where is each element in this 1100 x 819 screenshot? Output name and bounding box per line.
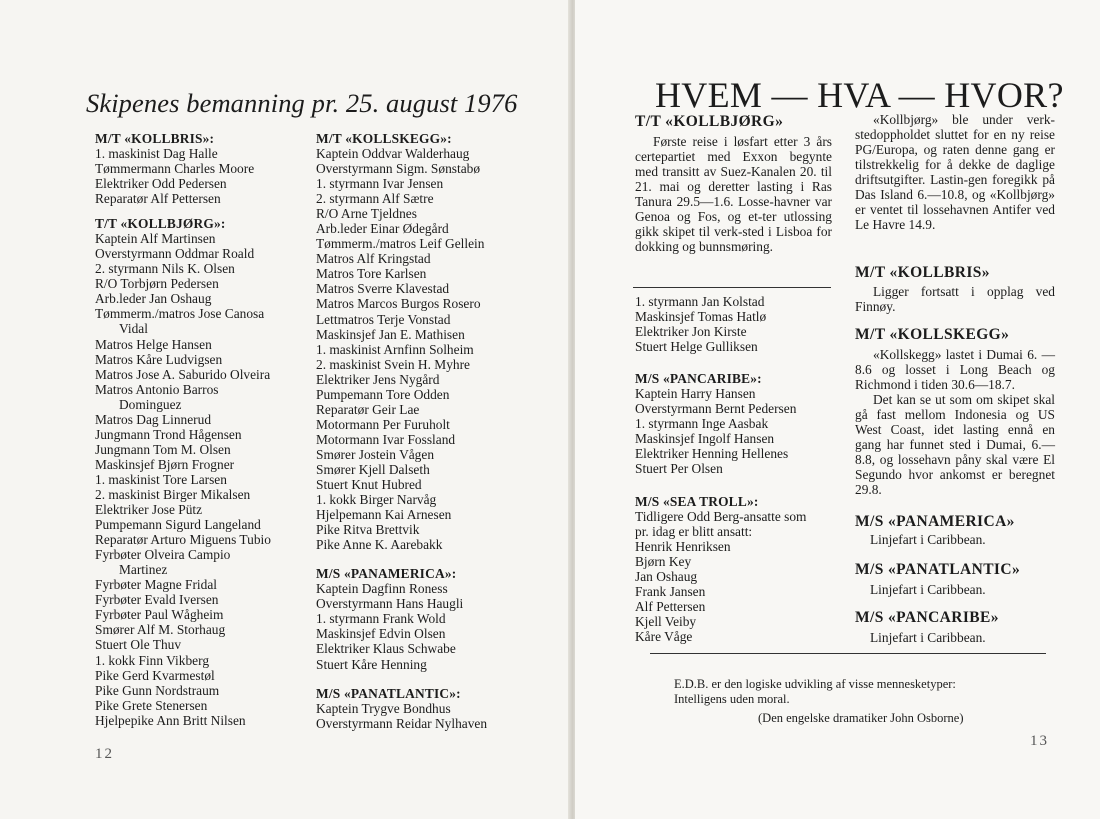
crew-entry: Maskinsjef Ingolf Hansen: [635, 431, 775, 447]
crew-entry: Tømmerm./matros Jose Canosa: [95, 306, 265, 322]
panatlantic-text: Linjefart i Caribbean.: [870, 582, 986, 597]
crew-entry: 1. maskinist Arnfinn Solheim: [316, 341, 474, 357]
crew-entry: Stuert Helge Gulliksen: [635, 339, 758, 355]
crew-entry: 2. maskinist Birger Mikalsen: [95, 486, 251, 502]
crew-entry: Overstyrmann Reidar Nylhaven: [316, 715, 488, 731]
crew-entry: R/O Torbjørn Pedersen: [95, 276, 219, 292]
crew-entry: 1. kokk Birger Narvåg: [316, 492, 437, 508]
crew-entry: Motormann Per Furuholt: [316, 416, 450, 432]
crew-entry: 1. styrmann Ivar Jensen: [316, 176, 444, 192]
crew-entry: Henrik Henriksen: [635, 539, 731, 555]
crew-entry: Fyrbøter Magne Fridal: [95, 577, 217, 593]
pancaribe-status-heading: M/S «PANCARIBE»: [855, 609, 999, 626]
crew-entry: Arb.leder Jan Oshaug: [95, 291, 212, 307]
kollbris-text: Ligger fortsatt i opplag ved Finnøy.: [855, 284, 1055, 315]
crew-entry: Pike Gerd Kvarmestøl: [95, 667, 215, 683]
crew-entry: Elektriker Jon Kirste: [635, 324, 747, 340]
crew-entry: Matros Helge Hansen: [95, 336, 212, 352]
crew-entry: 1. kokk Finn Vikberg: [95, 652, 210, 668]
crew-entry: Overstyrmann Sigm. Sønstabø: [316, 161, 481, 177]
crew-entry: Hjelpemann Kai Arnesen: [316, 507, 452, 523]
crew-entry: Kaptein Alf Martinsen: [95, 231, 216, 247]
crew-entry: Fyrbøter Paul Wågheim: [95, 607, 224, 623]
crew-entry: Kaptein Oddvar Walderhaug: [316, 146, 470, 161]
crew-entry: Matros Tore Karlsen: [316, 266, 427, 282]
ship-heading: M/T «KOLLBRIS»:: [95, 131, 215, 146]
crew-entry: Maskinsjef Jan E. Mathisen: [316, 326, 465, 342]
page-number: 13: [1030, 733, 1049, 749]
panatlantic-heading: M/S «PANATLANTIC»: [855, 561, 1021, 578]
ship-heading: M/T «KOLLSKEGG»:: [316, 131, 452, 146]
crew-entry: Smører Alf M. Storhaug: [95, 622, 226, 638]
crew-entry: 2. maskinist Svein H. Myhre: [316, 356, 470, 372]
crew-entry: Smører Jostein Vågen: [316, 446, 435, 462]
crew-entry: Jungmann Trond Hågensen: [95, 426, 242, 442]
kollbjorg-heading: T/T «KOLLBJØRG»: [635, 113, 784, 130]
crew-entry: Bjørn Key: [635, 554, 692, 570]
crew-entry: Pumpemann Tore Odden: [316, 386, 450, 402]
crew-list-column-1: [95, 131, 305, 728]
crew-entry: Smører Kjell Dalseth: [316, 461, 430, 477]
crew-entry: Pike Ritva Brettvik: [316, 522, 420, 538]
spacer: [316, 672, 531, 686]
crew-entry: Kaptein Dagfinn Roness: [316, 581, 448, 597]
crew-entry: Kåre Våge: [635, 629, 693, 645]
crew-entry: Tidligere Odd Berg-ansatte som: [635, 509, 807, 524]
crew-entry: Overstyrmann Bernt Pedersen: [635, 401, 797, 417]
spacer: [95, 206, 305, 216]
pancaribe-crew-list: [635, 386, 835, 476]
crew-entry: Vidal: [119, 321, 148, 337]
ship-heading: T/T «KOLLBJØRG»:: [95, 216, 226, 232]
crew-entry: Tømmerm./matros Leif Gellein: [316, 236, 485, 252]
crew-entry: Martinez: [119, 562, 168, 578]
crew-entry: Hjelpepike Ann Britt Nilsen: [95, 712, 246, 728]
crew-entry: Reparatør Geir Lae: [316, 401, 420, 417]
kollbjorg-paragraph-continued: [855, 112, 1055, 232]
crew-entry: Jungmann Tom M. Olsen: [95, 441, 231, 457]
quote-attribution: (Den engelske dramatiker John Osborne): [758, 711, 964, 725]
crew-entry: 2. styrmann Nils K. Olsen: [95, 261, 235, 277]
seatroll-heading: M/S «SEA TROLL»:: [635, 494, 759, 509]
crew-entry: Arb.leder Einar Ødegård: [316, 221, 449, 237]
crew-entry: Kaptein Trygve Bondhus: [316, 700, 451, 716]
crew-entry: 1. styrmann Inge Aasbak: [635, 416, 769, 432]
quote-line-1: E.D.B. er den logiske udvikling af visse mennesketyper:: [674, 677, 956, 691]
crew-entry: Matros Jose A. Saburido Olveira: [95, 366, 271, 382]
crew-entry: Elektriker Klaus Schwabe: [316, 641, 456, 657]
kollbjorg-text: Første reise i løsfart etter 3 års certepartiet med Exxon begynte med transitt av Suez-Kanalen 20. til 21. mai og deretter lasting i Ras Tanura 29.5—1.6. Losse-havner var Genoa og Fos, og et-ter utlossing gikk skipet til verk-sted i Lisboa for dokking og bunnsmøring.: [635, 134, 832, 255]
crew-entry: Matros Marcos Burgos Rosero: [316, 296, 481, 312]
crew-entry: Stuert Knut Hubred: [316, 477, 422, 493]
crew-entry: Reparatør Alf Pettersen: [95, 191, 221, 207]
crew-entry: Alf Pettersen: [635, 599, 706, 615]
crew-entry: Fyrbøter Evald Iversen: [95, 592, 219, 608]
crew-entry: Fyrbøter Olveira Campio: [95, 547, 231, 563]
crew-entry: Frank Jansen: [635, 584, 706, 600]
right-page: [575, 0, 1100, 819]
page-number: 12: [95, 746, 114, 762]
panamerica-text: Linjefart i Caribbean.: [870, 532, 986, 547]
page-title: HVEM — HVA — HVOR?: [655, 75, 1064, 115]
crew-entry: Matros Antonio Barros: [95, 381, 219, 397]
crew-entry: Elektriker Jens Nygård: [316, 371, 440, 387]
kollskegg-text: «Kollskegg» lastet i Dumai 6. —8.6 og losset i Long Beach og Richmond i tiden 30.6—18.7.: [855, 347, 1055, 393]
crew-entry: Elektriker Odd Pedersen: [95, 176, 227, 192]
crew-entry: Stuert Ole Thuv: [95, 637, 182, 653]
crew-entry: Elektriker Henning Hellenes: [635, 446, 789, 462]
crew-entry: Elektriker Jose Pütz: [95, 502, 203, 518]
crew-entry: Stuert Kåre Henning: [316, 656, 427, 672]
crew-entry: Stuert Per Olsen: [635, 461, 723, 477]
spacer: [316, 552, 531, 566]
crew-entry: Matros Dag Linnerud: [95, 411, 212, 427]
crew-entry: 2. styrmann Alf Sætre: [316, 191, 434, 207]
quote-line-2: Intelligens uden moral.: [674, 692, 790, 706]
crew-list-column-2: [316, 131, 531, 731]
seatroll-crew-list: [635, 509, 850, 644]
crew-entry: Reparatør Arturo Miguens Tubio: [95, 532, 271, 548]
ship-heading: M/S «PANAMERICA»:: [316, 566, 457, 582]
pancaribe-status-text: Linjefart i Caribbean.: [870, 630, 986, 645]
crew-entry: Matros Alf Kringstad: [316, 251, 431, 267]
ship-heading: M/S «PANATLANTIC»:: [316, 685, 461, 701]
crew-entry: Overstyrmann Hans Haugli: [316, 596, 464, 612]
crew-entry: Pike Gunn Nordstraum: [95, 682, 220, 698]
crew-entry: Matros Sverre Klavestad: [316, 281, 450, 297]
panamerica-heading: M/S «PANAMERICA»: [855, 513, 1015, 530]
crew-entry: Pike Grete Stenersen: [95, 697, 208, 713]
crew-entry: Maskinsjef Edvin Olsen: [316, 626, 446, 642]
crew-entry: Maskinsjef Bjørn Frogner: [95, 456, 235, 472]
kollskegg-paragraph: [855, 347, 1055, 497]
crew-entry: Pike Anne K. Aarebakk: [316, 537, 443, 553]
crew-entry: Jan Oshaug: [635, 569, 698, 585]
kollbjorg-paragraph: [635, 134, 832, 254]
crew-entry: Lettmatros Terje Vonstad: [316, 311, 451, 327]
divider: [650, 653, 1046, 654]
crew-entry: R/O Arne Tjeldnes: [316, 206, 417, 222]
crew-entry: Maskinsjef Tomas Hatlø: [635, 309, 767, 325]
crew-entry: Kjell Veiby: [635, 614, 697, 630]
kollbris-heading: M/T «KOLLBRIS»: [855, 264, 990, 281]
kollbjorg-text-continued: «Kollbjørg» ble under verk-stedoppholdet sluttet for en ny reise PG/Europa, og raten denne gang er tilstrekkelig for å dekke de daglige driftsutgifter. Lastin-gen foregikk på Das Island 6.—10.8, og «Kollbjørg» er ventet til lossehavnen Antifer ved Le Havre 14.9.: [855, 112, 1055, 233]
crew-entry: Matros Kåre Ludvigsen: [95, 351, 223, 367]
crew-entry: Dominguez: [119, 396, 182, 412]
crew-entry: Kaptein Harry Hansen: [635, 386, 756, 401]
kollskegg-heading: M/T «KOLLSKEGG»: [855, 326, 1010, 343]
crew-entry: 1. styrmann Jan Kolstad: [635, 294, 765, 309]
kollbris-paragraph: [855, 284, 1055, 314]
kollskegg-text-continued: Det kan se ut som om skipet skal gå fast mellom Indonesia og US West Coast, idet lasting ennå en gang har funnet sted i Dumai, 6.—8.8, og lossehavn påny skal være El Segundo hvor ankomst er beregnet 29.8.: [855, 392, 1055, 498]
crew-entry: Tømmermann Charles Moore: [95, 161, 255, 177]
pancaribe-heading: M/S «PANCARIBE»:: [635, 371, 762, 386]
crew-entry: Pumpemann Sigurd Langeland: [95, 517, 261, 533]
crew-entry: 1. styrmann Frank Wold: [316, 611, 446, 627]
crew-entry: 1. maskinist Tore Larsen: [95, 471, 227, 487]
kollbjorg-crew-list: [635, 294, 835, 354]
page-title: Skipenes bemanning pr. 25. august 1976: [86, 88, 518, 118]
divider: [633, 287, 831, 288]
crew-entry: 1. maskinist Dag Halle: [95, 146, 218, 161]
crew-entry: Motormann Ivar Fossland: [316, 431, 456, 447]
crew-entry: pr. idag er blitt ansatt:: [635, 524, 753, 540]
crew-entry: Overstyrmann Oddmar Roald: [95, 246, 255, 262]
